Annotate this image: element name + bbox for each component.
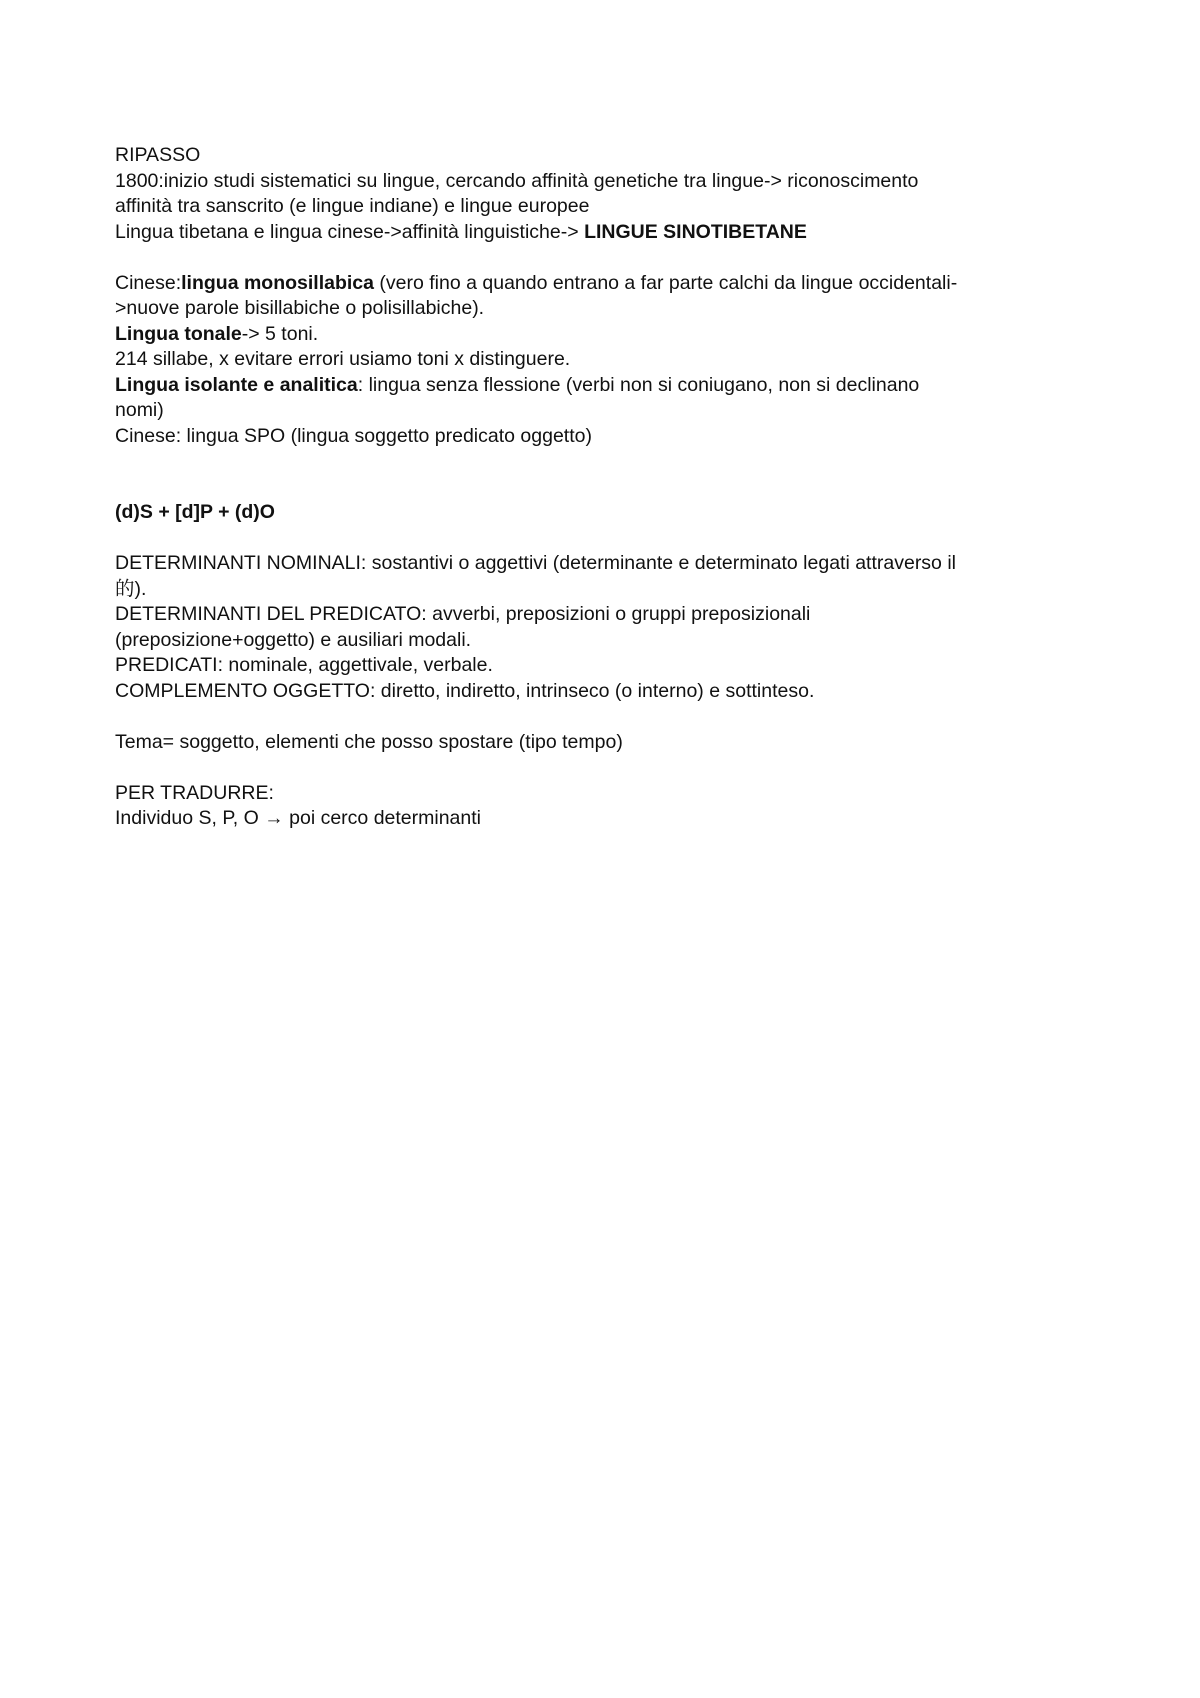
formula-bold: (d)S + [d]P + (d)O	[115, 501, 275, 523]
spo-line: Cinese: lingua SPO (lingua soggetto predicato oggetto)	[115, 424, 592, 447]
theme-line: Tema= soggetto, elementi che posso spostare (tipo tempo)	[115, 730, 623, 753]
predicate-determinants-line-2: (preposizione+oggetto) e ausiliari modali.	[115, 628, 472, 651]
predicates-line: PREDICATI: nominale, aggettivale, verbale.	[115, 654, 493, 676]
predicate-determinants-line-1: DETERMINANTI DEL PREDICATO: avverbi, preposizioni o gruppi preposizionali	[115, 603, 811, 625]
nominal-determinants-line-1: DETERMINANTI NOMINALI: sostantivi o aggettivi (determinante e determinato legati attraverso il	[115, 552, 956, 574]
monosyllabic-line-2: >nuove parole bisillabiche o polisillabiche).	[115, 297, 485, 319]
spacer	[115, 245, 1085, 271]
tonal-text: -> 5 toni.	[241, 322, 319, 345]
document-title: RIPASSO	[115, 144, 201, 166]
object-complement-line: COMPLEMENTO OGGETTO: diretto, indiretto, intrinseco (o interno) e sottinteso.	[115, 679, 815, 702]
syllables-line: 214 sillabe, x evitare errori usiamo toni x distinguere.	[115, 348, 571, 370]
sinotibetan-bold: LINGUE SINOTIBETANE	[584, 220, 807, 243]
monosyllabic-text: (vero fino a quando entrano a far parte calchi da lingue occidentali-	[374, 271, 958, 294]
monosyllabic-bold: lingua monosillabica	[181, 271, 374, 294]
document-body	[115, 143, 1085, 832]
sinotibetan-line	[115, 220, 1085, 246]
tonal-bold: Lingua tonale	[115, 322, 242, 345]
monosyllabic-line	[115, 271, 1085, 297]
monosyllabic-prefix: Cinese:	[115, 271, 182, 294]
spacer	[115, 704, 1085, 730]
history-line-2: affinità tra sanscrito (e lingue indiane) e lingue europee	[115, 195, 590, 217]
history-line-1: 1800:inizio studi sistematici su lingue, cercando affinità genetiche tra lingue-> riconoscimento	[115, 169, 919, 192]
formula-line	[115, 500, 1085, 526]
sinotibetan-text: Lingua tibetana e lingua cinese->affinità linguistiche->	[115, 220, 585, 243]
isolating-text: : lingua senza flessione (verbi non si coniugano, non si declinano	[357, 373, 920, 396]
tonal-line	[115, 322, 1085, 348]
spacer	[115, 526, 1085, 552]
spacer	[115, 449, 1085, 500]
isolating-line	[115, 373, 1085, 399]
spacer	[115, 755, 1085, 781]
isolating-line-2: nomi)	[115, 399, 164, 421]
translate-steps: Individuo S, P, O → poi cerco determinanti	[115, 807, 481, 829]
nominal-determinants-line-2: 的).	[115, 577, 147, 600]
translate-heading: PER TRADURRE:	[115, 781, 274, 804]
isolating-bold: Lingua isolante e analitica	[115, 373, 358, 396]
